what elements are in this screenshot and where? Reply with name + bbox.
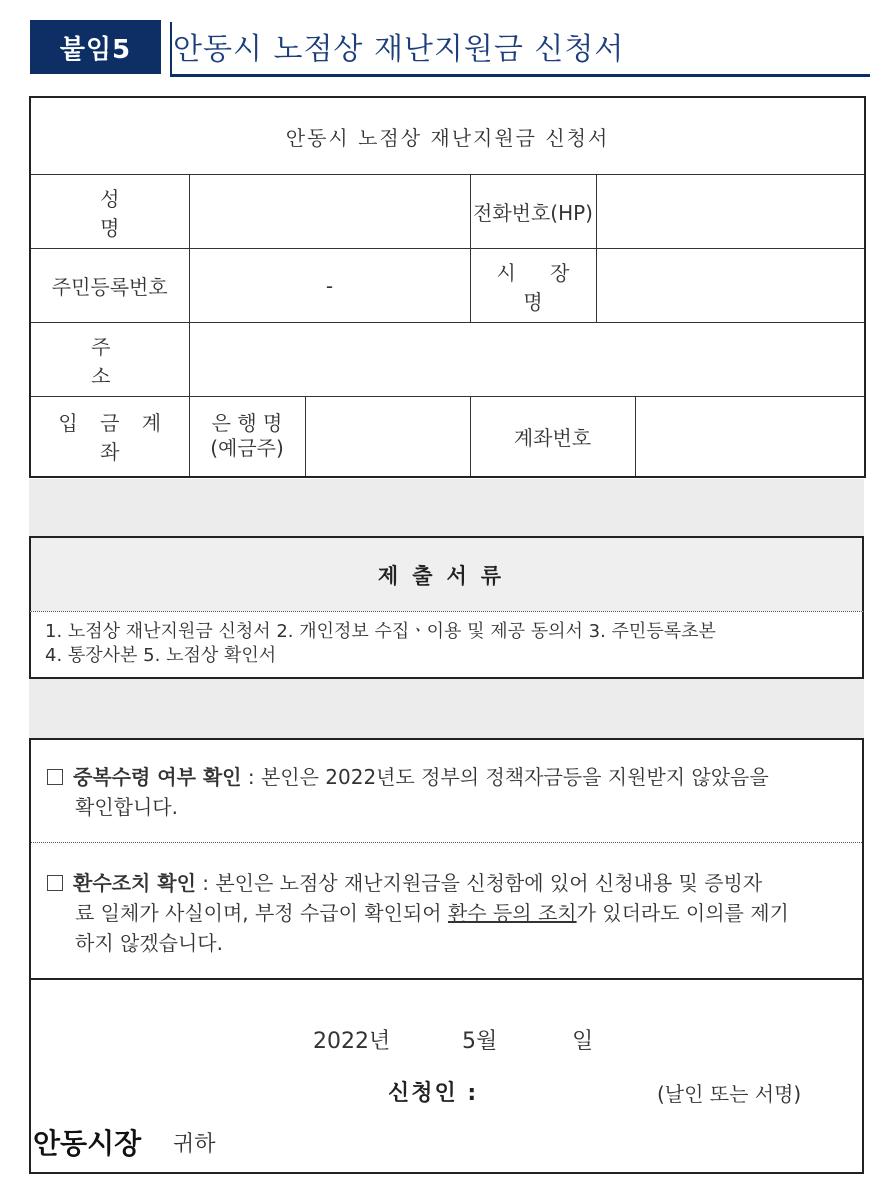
duplicate-checkbox[interactable] bbox=[47, 769, 63, 785]
seal-or-signature: (날인 또는 서명) bbox=[657, 1082, 802, 1106]
name-field[interactable] bbox=[189, 175, 470, 249]
address-field[interactable] bbox=[189, 323, 865, 397]
applicant-label: 신청인 : bbox=[388, 1081, 479, 1106]
addressee: 안동시장 bbox=[33, 1127, 142, 1160]
application-form-table bbox=[29, 96, 866, 478]
rrn-field[interactable]: - bbox=[189, 249, 470, 323]
bank-label-line2: (예금주) bbox=[210, 436, 284, 461]
signature-divider bbox=[31, 978, 862, 980]
document-header bbox=[30, 20, 870, 76]
account-number-label: 계좌번호 bbox=[470, 397, 635, 477]
refund-checkbox[interactable] bbox=[47, 875, 63, 891]
bank-label-line1: 은 행 명 bbox=[211, 411, 283, 436]
header-title: 안동시 노점상 재난지원금 신청서 bbox=[173, 32, 625, 67]
phone-label: 전화번호(HP) bbox=[470, 175, 596, 249]
bank-field[interactable] bbox=[305, 397, 470, 477]
refund-text-1: : 본인은 노점상 재난지원금을 신청함에 있어 신청내용 및 증빙자 bbox=[195, 871, 763, 895]
refund-text-2a: 료 일체가 사실이며, 부정 수급이 확인되어 bbox=[75, 901, 448, 925]
documents-line-2: 4. 통장사본 5. 노점상 확인서 bbox=[45, 645, 277, 666]
documents-title: 제출서류 bbox=[29, 536, 864, 611]
addressee-honorific: 귀하 bbox=[173, 1132, 216, 1157]
account-number-field[interactable] bbox=[635, 397, 865, 477]
spacer-band-1 bbox=[29, 479, 864, 536]
confirmation-divider bbox=[31, 842, 862, 843]
refund-text-3: 하지 않겠습니다. bbox=[75, 931, 223, 955]
rrn-label: 주민등록번호 bbox=[30, 249, 189, 323]
date-month: 5월 bbox=[462, 1029, 498, 1054]
attachment-badge: 붙임5 bbox=[30, 20, 161, 74]
duplicate-receipt-confirmation bbox=[47, 762, 847, 822]
duplicate-heading: 중복수령 여부 확인 bbox=[73, 765, 242, 789]
form-title: 안동시 노점상 재난지원금 신청서 bbox=[30, 97, 865, 175]
bank-label bbox=[189, 397, 305, 477]
phone-field[interactable] bbox=[596, 175, 865, 249]
confirmation-box bbox=[29, 738, 864, 1174]
documents-list bbox=[29, 611, 864, 679]
name-label: 성 명 bbox=[30, 175, 189, 249]
date-day: 일 bbox=[572, 1029, 594, 1054]
market-field[interactable] bbox=[596, 249, 865, 323]
header-underline bbox=[170, 74, 870, 77]
documents-line-1: 1. 노점상 재난지원금 신청서 2. 개인정보 수집ㆍ이용 및 제공 동의서 3. 주민등록초본 bbox=[45, 621, 716, 642]
header-divider bbox=[170, 22, 172, 74]
address-label: 주 소 bbox=[30, 323, 189, 397]
refund-underlined-text: 환수 등의 조치 bbox=[447, 901, 577, 925]
duplicate-text-2: 확인합니다. bbox=[75, 795, 178, 819]
refund-heading: 환수조치 확인 bbox=[73, 871, 196, 895]
market-label: 시 장 명 bbox=[470, 249, 596, 323]
refund-confirmation bbox=[47, 868, 847, 958]
duplicate-text-1: : 본인은 2022년도 정부의 정책자금등을 지원받지 않았음을 bbox=[241, 765, 769, 789]
account-label: 입 금 계 좌 bbox=[30, 397, 189, 477]
date-year: 2022년 bbox=[313, 1029, 391, 1054]
refund-text-2b: 가 있더라도 이의를 제기 bbox=[576, 901, 789, 925]
spacer-band-2 bbox=[29, 679, 864, 738]
refund-text-2 bbox=[47, 898, 847, 928]
